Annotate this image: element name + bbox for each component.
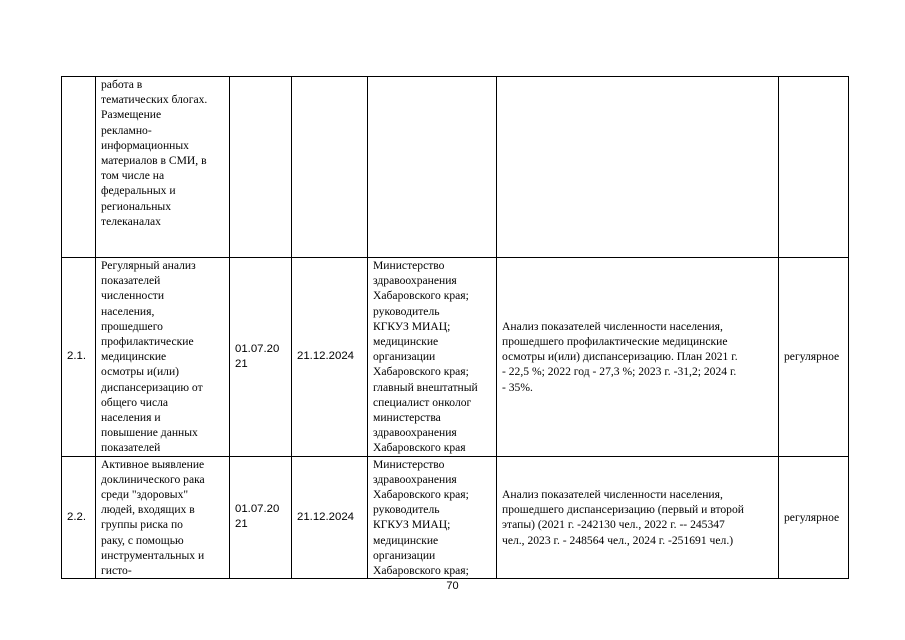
type-cell: регулярное [779,258,849,457]
type-cell: регулярное [779,456,849,579]
responsible-cell: Министерство здравоохранения Хабаровского края; руководитель КГКУЗ МИАЦ; медицинские организации Хабаровского края; главный внештатный специалист онколог министерства здравоохранения Хабаровского края [368,258,497,457]
start-date-cell: 01.07.20 21 [230,456,292,579]
end-date-cell [292,77,368,258]
activity-table [61,76,849,579]
responsible-cell [368,77,497,258]
end-date-cell: 21.12.2024 [292,456,368,579]
start-date-cell: 01.07.20 21 [230,258,292,457]
end-date-cell: 21.12.2024 [292,258,368,457]
table-row [62,456,849,579]
result-cell [497,77,779,258]
type-cell [779,77,849,258]
activity-cell: Регулярный анализ показателей численности населения, прошедшего профилактические медицинские осмотры и(или) диспансеризацию от общего числа населения и повышение данных показателей [96,258,230,457]
start-date-cell [230,77,292,258]
row-number-cell: 2.2. [62,456,96,579]
table-row [62,77,849,258]
row-number-cell [62,77,96,258]
responsible-cell: Министерство здравоохранения Хабаровского края; руководитель КГКУЗ МИАЦ; медицинские организации Хабаровского края; [368,456,497,579]
activity-cell: работа в тематических блогах. Размещение рекламно- информационных материалов в СМИ, в том числе на федеральных и региональных телеканалах [96,77,230,258]
page-number: 70 [446,580,459,592]
row-number-cell: 2.1. [62,258,96,457]
activity-cell: Активное выявление доклинического рака среди "здоровых" людей, входящих в группы риска по раку, с помощью инструментальных и гисто- [96,456,230,579]
result-cell: Анализ показателей численности населения, прошедшего профилактические медицинские осмотры и(или) диспансеризацию. План 2021 г. - 22,5 %; 2022 год - 27,3 %; 2023 г. -31,2; 2024 г. - 35%. [497,258,779,457]
table-row [62,258,849,457]
result-cell: Анализ показателей численности населения, прошедшего диспансеризацию (первый и второй этапы) (2021 г. -242130 чел., 2022 г. -- 245347 чел., 2023 г. - 248564 чел., 2024 г. -251691 чел.) [497,456,779,579]
